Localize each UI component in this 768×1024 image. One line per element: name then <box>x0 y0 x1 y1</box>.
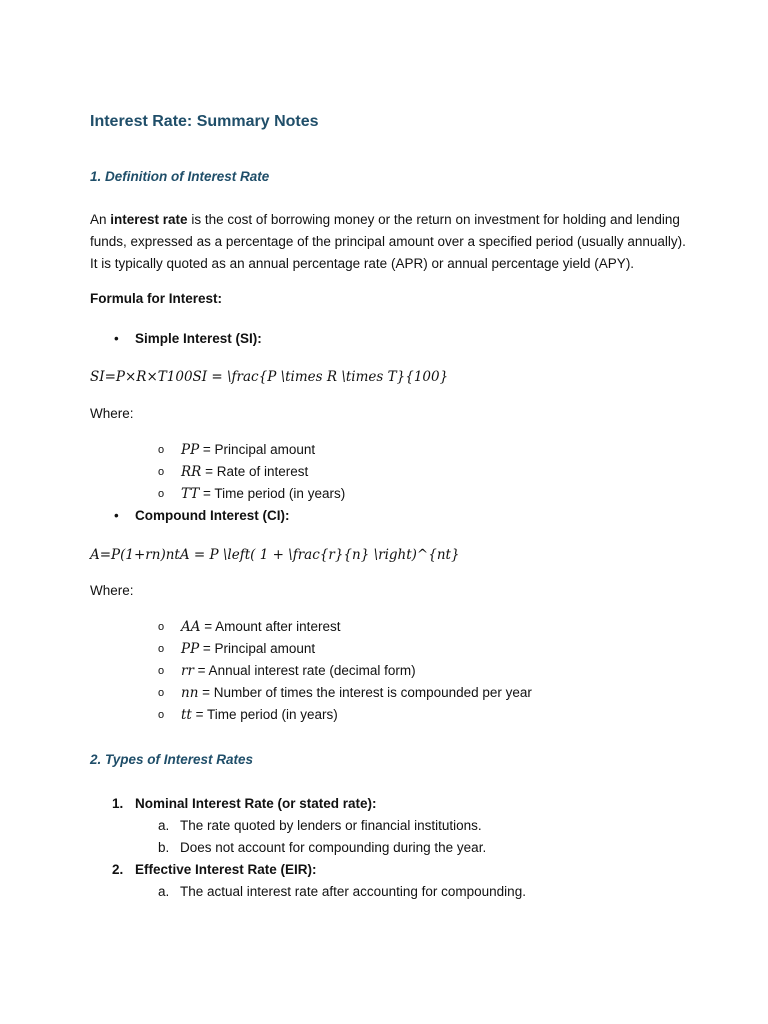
list-item <box>90 793 690 815</box>
section-2-heading: 2. Types of Interest Rates <box>90 752 254 767</box>
list-item <box>90 682 690 704</box>
list-item <box>90 815 690 837</box>
variable-symbol: TT <box>181 486 200 502</box>
page-title: Interest Rate: Summary Notes <box>90 113 319 130</box>
compound-where-label: Where: <box>90 583 134 598</box>
definition-text: is the cost of borrowing money or the return on investment for holding and lending funds, expressed as a percentage of the principal amount over a specified period (usually annually). It is typically quoted as an annual percentage rate (APR) or annual percentage yield (APY). <box>90 212 686 271</box>
list-letter: b. <box>158 840 170 855</box>
simple-variables-list <box>90 439 690 505</box>
variable-symbol: RR <box>181 464 202 480</box>
list-letter: a. <box>158 818 170 833</box>
formula-label: Formula for Interest: <box>90 291 223 306</box>
list-marker: o <box>158 444 165 456</box>
list-marker: o <box>158 488 165 500</box>
list-marker: o <box>158 709 165 721</box>
simple-interest-formula: SI=P×R×T100SI = \frac{P \times R \times T}{100} <box>90 369 449 385</box>
variable-symbol: rr <box>181 663 194 679</box>
list-item <box>90 483 690 505</box>
simple-where-label: Where: <box>90 406 134 421</box>
list-marker: o <box>158 665 165 677</box>
variable-description: = Rate of interest <box>201 464 309 479</box>
bullet-marker: • <box>114 508 119 523</box>
rate-type-label: Nominal Interest Rate (or stated rate): <box>135 796 377 811</box>
list-item <box>90 616 690 638</box>
list-item <box>90 660 690 682</box>
list-item <box>90 859 690 881</box>
simple-interest-bullet <box>90 330 690 348</box>
variable-description: = Time period (in years) <box>199 486 346 501</box>
variable-symbol: tt <box>181 707 192 723</box>
variable-description: = Time period (in years) <box>191 707 338 722</box>
document-page <box>90 112 690 903</box>
definition-prefix: An <box>90 212 111 227</box>
list-marker: o <box>158 466 165 478</box>
rate-type-detail: The rate quoted by lenders or financial institutions. <box>180 818 482 833</box>
section-1-heading: 1. Definition of Interest Rate <box>90 169 270 184</box>
list-marker: o <box>158 621 165 633</box>
variable-symbol: PP <box>181 442 200 458</box>
compound-interest-label: Compound Interest (CI): <box>135 508 290 523</box>
list-letter: a. <box>158 884 170 899</box>
variable-description: = Principal amount <box>199 442 316 457</box>
compound-interest-bullet <box>90 507 690 525</box>
variable-description: = Amount after interest <box>200 619 341 634</box>
definition-term: interest rate <box>110 212 188 227</box>
variable-symbol: nn <box>181 685 199 701</box>
variable-description: = Number of times the interest is compounded per year <box>198 685 532 700</box>
variable-description: = Annual interest rate (decimal form) <box>193 663 416 678</box>
list-marker: o <box>158 643 165 655</box>
definition-paragraph <box>90 209 690 275</box>
list-number: 2. <box>112 862 124 877</box>
list-item <box>90 461 690 483</box>
bullet-marker: • <box>114 331 119 346</box>
compound-variables-list <box>90 616 690 726</box>
variable-symbol: PP <box>181 641 200 657</box>
rate-type-detail: Does not account for compounding during the year. <box>180 840 487 855</box>
list-item <box>90 837 690 859</box>
rate-type-label: Effective Interest Rate (EIR): <box>135 862 317 877</box>
list-item <box>90 704 690 726</box>
variable-symbol: AA <box>181 619 201 635</box>
compound-interest-formula: A=P(1+rn)ntA = P \left( 1 + \frac{r}{n} \right)^{nt} <box>90 547 460 563</box>
simple-interest-label: Simple Interest (SI): <box>135 331 262 346</box>
list-item <box>90 439 690 461</box>
rate-type-detail: The actual interest rate after accounting for compounding. <box>180 884 526 899</box>
list-item <box>90 881 690 903</box>
list-item <box>90 638 690 660</box>
variable-description: = Principal amount <box>199 641 316 656</box>
list-number: 1. <box>112 796 124 811</box>
list-marker: o <box>158 687 165 699</box>
